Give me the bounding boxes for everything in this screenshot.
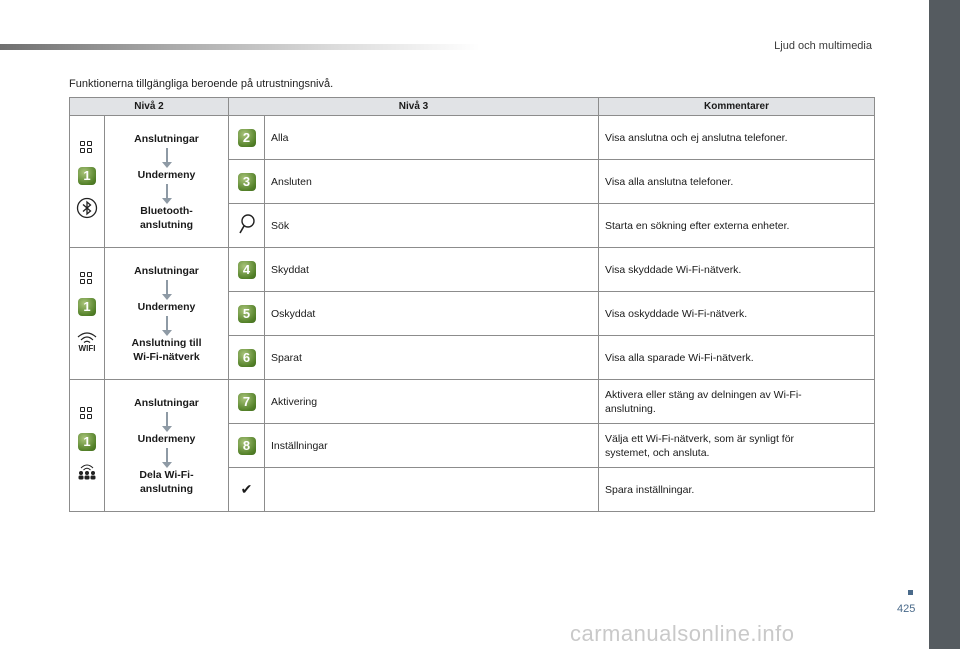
- flow-arrow: [166, 316, 168, 332]
- group-icons: [70, 380, 105, 512]
- table-row: [70, 380, 875, 424]
- header-comments: Kommentarer: [599, 98, 875, 116]
- flow-arrow: [166, 184, 168, 200]
- level3-badge: 2: [238, 129, 256, 147]
- bluetooth-icon: [76, 197, 98, 222]
- level3-badge: 3: [238, 173, 256, 191]
- level3-marker: [229, 468, 265, 512]
- wifi-icon: [74, 328, 100, 355]
- table-row: [70, 116, 875, 160]
- level3-marker: [229, 248, 265, 292]
- comment-cell: Starta en sökning efter externa enheter.: [599, 204, 875, 248]
- level-badge: 1: [78, 433, 96, 451]
- grid-icon: [80, 407, 94, 421]
- flow-step: Undermeny: [137, 168, 196, 181]
- level3-badge: 4: [238, 261, 256, 279]
- flow-arrow: [166, 448, 168, 464]
- flow-arrow: [166, 280, 168, 296]
- level3-badge: 7: [238, 393, 256, 411]
- level3-marker: [229, 116, 265, 160]
- level3-marker: [229, 204, 265, 248]
- svg-text:WIFI: WIFI: [78, 344, 96, 352]
- level3-marker: [229, 292, 265, 336]
- menu-flow: [105, 264, 228, 364]
- flow-step: Bluetooth- anslutning: [139, 204, 194, 231]
- flow-step: Anslutningar: [134, 264, 199, 277]
- comment-cell: Visa oskyddade Wi-Fi-nätverk.: [599, 292, 875, 336]
- flow-arrow: [166, 412, 168, 428]
- flow-arrow: [166, 148, 168, 164]
- flow-step: Undermeny: [137, 300, 196, 313]
- share-users-icon: [76, 463, 98, 484]
- level3-label: Ansluten: [265, 160, 599, 204]
- level2-flow: [105, 380, 229, 512]
- level3-badge: 5: [238, 305, 256, 323]
- grid-icon: [80, 272, 94, 286]
- level-badge: 1: [78, 298, 96, 316]
- flow-step: Undermeny: [137, 432, 196, 445]
- comment-cell: Visa skyddade Wi-Fi-nätverk.: [599, 248, 875, 292]
- level3-badge: 6: [238, 349, 256, 367]
- group-icons: [70, 248, 105, 380]
- group-icons: [70, 116, 105, 248]
- menu-flow: [105, 132, 228, 232]
- menu-flow: [105, 396, 228, 496]
- sidebar-strip: [929, 0, 960, 649]
- level3-label: [265, 468, 599, 512]
- comment-cell: Välja ett Wi-Fi-nätverk, som är synligt för systemet, och ansluta.: [599, 424, 875, 468]
- level3-label: Aktivering: [265, 380, 599, 424]
- flow-step: Anslutningar: [134, 132, 199, 145]
- page-marker: [908, 590, 913, 595]
- level3-label: Sök: [265, 204, 599, 248]
- level3-label: Alla: [265, 116, 599, 160]
- icon-stack: [70, 141, 104, 222]
- table-row: [70, 248, 875, 292]
- comment-cell: Visa alla sparade Wi-Fi-nätverk.: [599, 336, 875, 380]
- level2-flow: [105, 248, 229, 380]
- watermark: carmanualsonline.info: [570, 621, 795, 646]
- level3-marker: [229, 160, 265, 204]
- header-level2: Nivå 2: [70, 98, 229, 116]
- search-icon: [238, 226, 256, 238]
- level3-label: Oskyddat: [265, 292, 599, 336]
- level3-marker: [229, 424, 265, 468]
- comment-cell: Visa anslutna och ej anslutna telefoner.: [599, 116, 875, 160]
- header-level3: Nivå 3: [229, 98, 599, 116]
- icon-stack: [70, 407, 104, 484]
- level3-badge: 8: [238, 437, 256, 455]
- intro-text: Funktionerna tillgängliga beroende på utrustningsnivå.: [69, 78, 334, 90]
- comment-cell: Visa alla anslutna telefoner.: [599, 160, 875, 204]
- table-header-row: [70, 98, 875, 116]
- comment-cell: Spara inställningar.: [599, 468, 875, 512]
- function-table: [69, 97, 875, 512]
- flow-step: Anslutningar: [134, 396, 199, 409]
- flow-step: Dela Wi-Fi- anslutning: [139, 468, 194, 495]
- page-number: 425: [897, 603, 916, 615]
- level3-marker: [229, 336, 265, 380]
- level3-marker: [229, 380, 265, 424]
- level-badge: 1: [78, 167, 96, 185]
- grid-icon: [80, 141, 94, 155]
- comment-cell: Aktivera eller stäng av delningen av Wi-Fi- anslutning.: [599, 380, 875, 424]
- level2-flow: [105, 116, 229, 248]
- section-title: Ljud och multimedia: [774, 40, 872, 52]
- level3-label: Sparat: [265, 336, 599, 380]
- level3-label: Skyddat: [265, 248, 599, 292]
- flow-step: Anslutning till Wi-Fi-nätverk: [131, 336, 202, 363]
- checkmark-icon: ✔: [240, 481, 253, 497]
- icon-stack: [70, 272, 104, 355]
- level3-label: Inställningar: [265, 424, 599, 468]
- header-gradient-bar: [0, 44, 480, 50]
